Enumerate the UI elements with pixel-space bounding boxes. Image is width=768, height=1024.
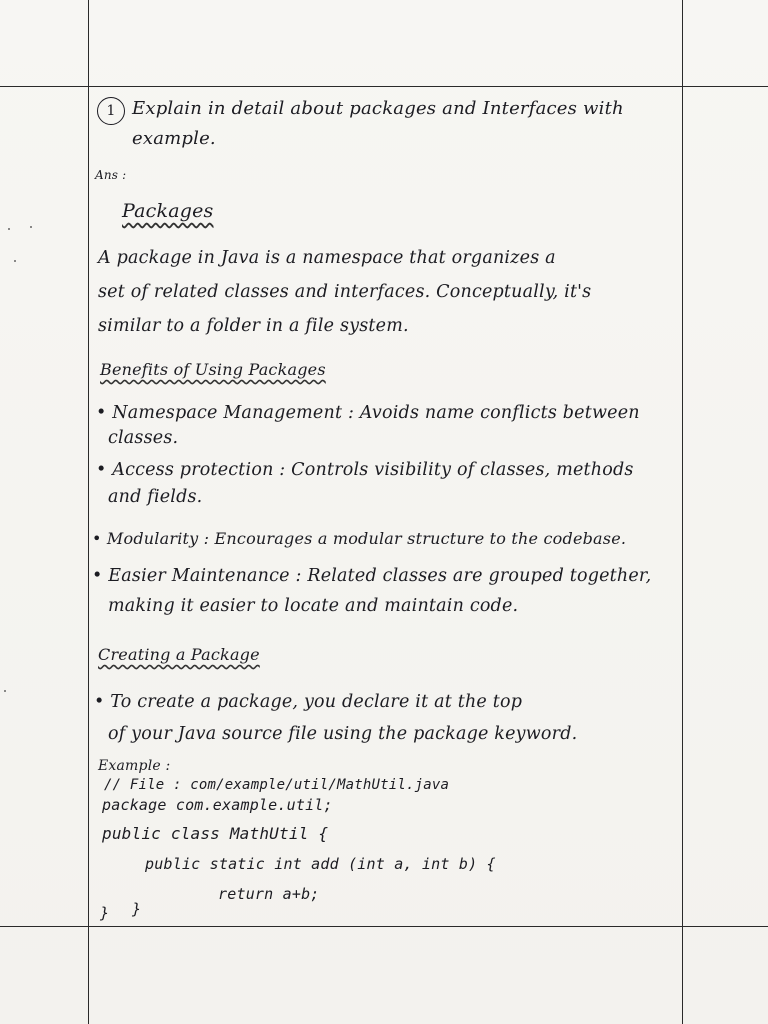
top-rule xyxy=(0,86,768,87)
packages-line-1: A package in Java is a namespace that organizes a xyxy=(98,248,556,268)
benefit-line-5: • Modularity : Encourages a modular structure to the codebase. xyxy=(92,529,627,548)
paper-speck xyxy=(8,228,10,230)
code-method-line: public static int add (int a, int b) { xyxy=(145,855,496,873)
creating-line-2: of your Java source file using the package keyword. xyxy=(108,724,578,744)
answer-label: Ans : xyxy=(95,168,127,182)
code-class-line: public class MathUtil { xyxy=(102,824,329,843)
benefit-line-4: and fields. xyxy=(108,487,203,507)
paper-speck xyxy=(14,260,16,262)
packages-line-2: set of related classes and interfaces. Conceptually, it's xyxy=(98,282,592,302)
paper-speck xyxy=(30,226,32,228)
code-comment-line: // File : com/example/util/MathUtil.java xyxy=(104,777,450,793)
paper-speck xyxy=(4,690,6,692)
benefit-line-3: • Access protection : Controls visibility of classes, methods xyxy=(96,460,634,480)
example-label: Example : xyxy=(98,758,171,774)
question-line-1: Explain in detail about packages and Interfaces with xyxy=(132,98,624,119)
benefit-line-6: • Easier Maintenance : Related classes are grouped together, xyxy=(92,566,652,586)
bottom-rule xyxy=(0,926,768,927)
code-return-line: return a+b; xyxy=(218,885,320,903)
packages-heading: Packages xyxy=(122,200,214,222)
left-margin-rule xyxy=(88,0,89,1024)
packages-line-3: similar to a folder in a file system. xyxy=(98,316,409,336)
benefit-line-2: classes. xyxy=(108,428,179,448)
code-close-class: } xyxy=(100,904,110,922)
creating-heading: Creating a Package xyxy=(98,645,260,664)
question-number: 1 xyxy=(97,97,125,125)
benefit-line-1: • Namespace Management : Avoids name conflicts between xyxy=(96,403,640,423)
code-package-line: package com.example.util; xyxy=(102,796,333,814)
benefit-line-7: making it easier to locate and maintain code. xyxy=(108,596,519,616)
benefits-heading: Benefits of Using Packages xyxy=(100,360,326,379)
creating-line-1: • To create a package, you declare it at the top xyxy=(94,692,523,712)
question-line-2: example. xyxy=(132,128,216,149)
right-margin-rule xyxy=(682,0,683,1024)
code-close-method: } xyxy=(132,900,142,918)
